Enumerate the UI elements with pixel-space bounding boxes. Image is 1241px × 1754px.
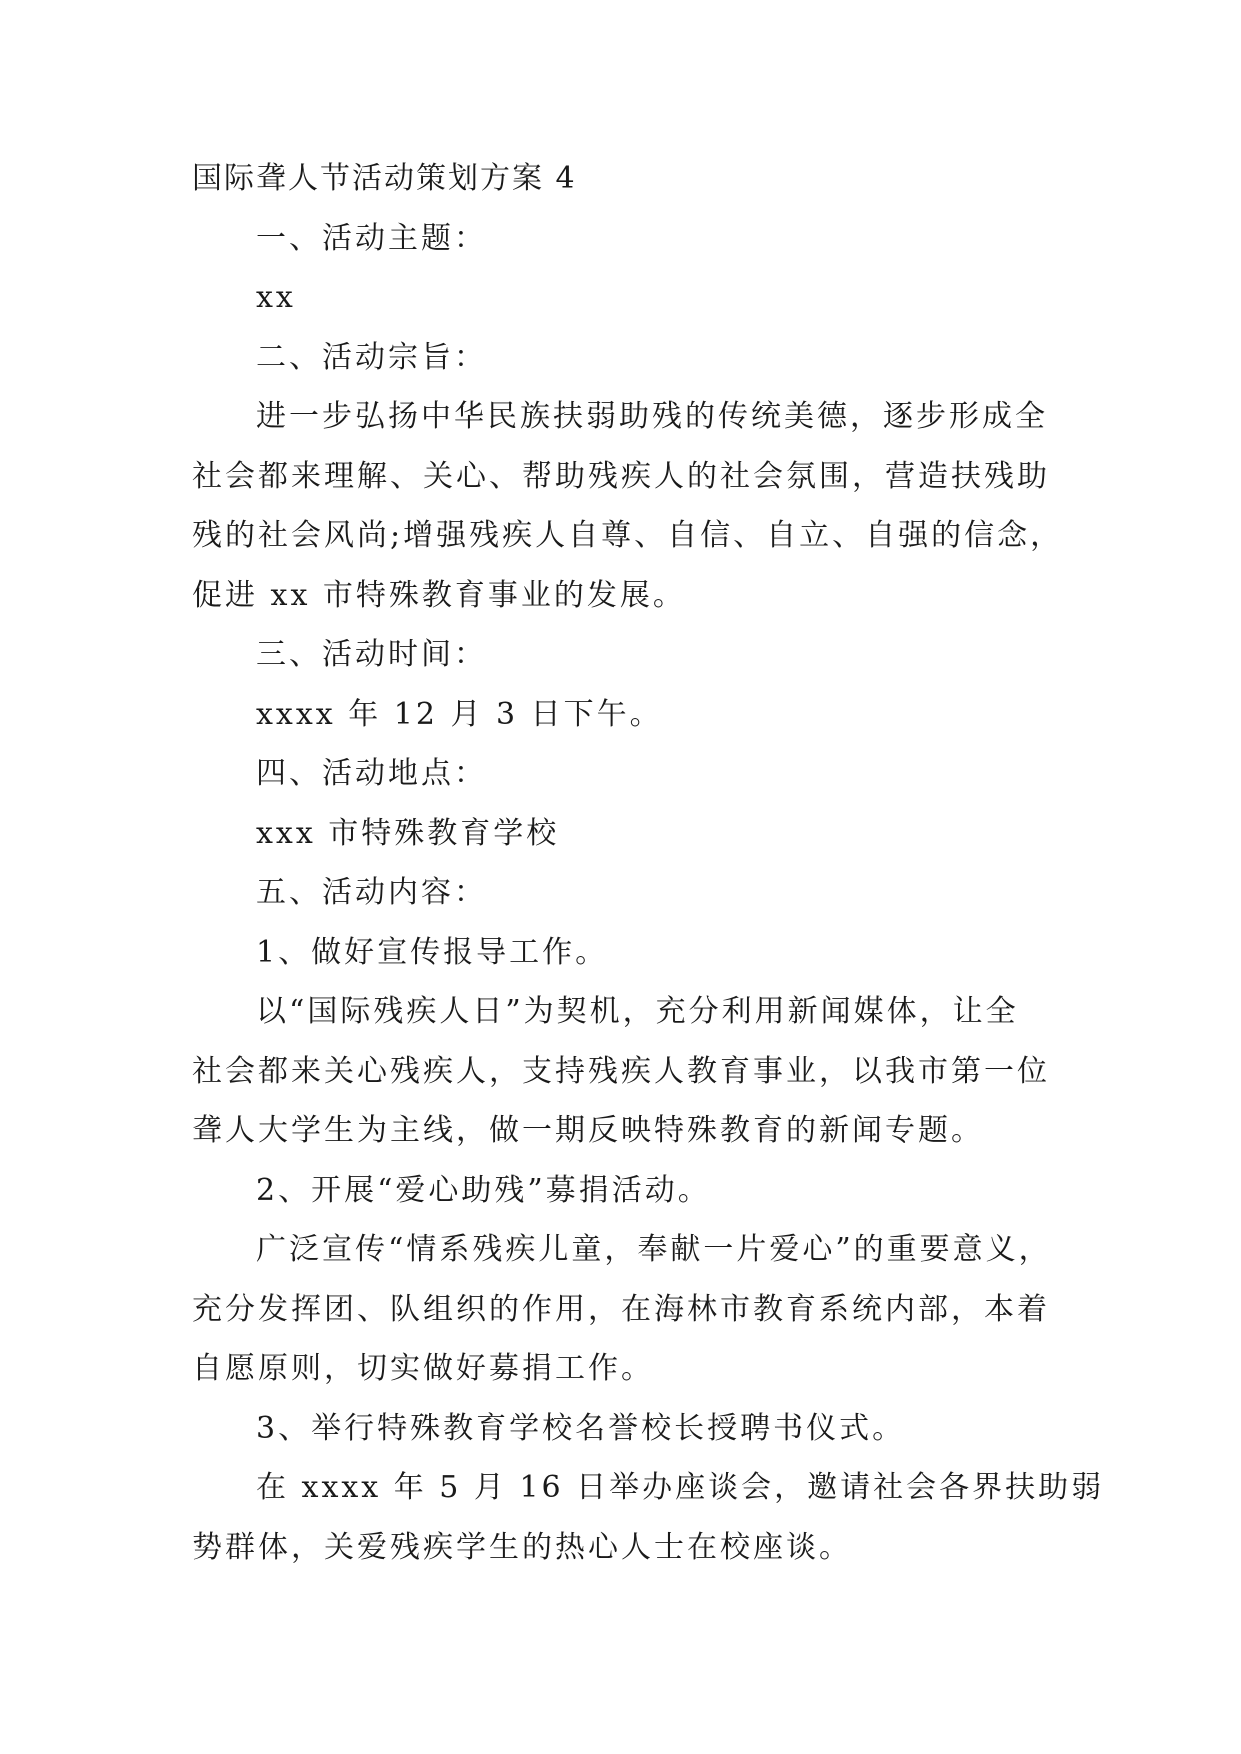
document-title: 国际聋人节活动策划方案 4 (192, 161, 577, 196)
heading-activity-theme: 一、活动主题： (256, 220, 487, 256)
paragraph-line: xx (256, 280, 296, 315)
paragraph-line: xxx 市特殊教育学校 (256, 815, 560, 851)
subheading-item: 3、举行特殊教育学校名誉校长授聘书仪式。 (256, 1410, 906, 1446)
paragraph-line: 社会都来理解、关心、帮助残疾人的社会氛围，营造扶残助 (192, 458, 1050, 494)
paragraph-line: 在 xxxx 年 5 月 16 日举办座谈会，邀请社会各界扶助弱 (256, 1470, 1105, 1505)
paragraph-line: 社会都来关心残疾人，支持残疾人教育事业，以我市第一位 (192, 1053, 1050, 1089)
paragraph-line: 以“国际残疾人日”为契机，充分利用新闻媒体，让全 (256, 994, 1019, 1029)
paragraph-line: 残的社会风尚;增强残疾人自尊、自信、自立、自强的信念， (192, 518, 1064, 553)
subheading-item: 2、开展“爱心助残”募捐活动。 (256, 1172, 711, 1208)
paragraph-line: xxxx 年 12 月 3 日下午。 (256, 696, 663, 732)
heading-activity-content: 五、活动内容： (256, 875, 487, 910)
paragraph-line: 自愿原则，切实做好募捐工作。 (192, 1351, 654, 1386)
paragraph-line: 广泛宣传“情系残疾儿童，奉献一片爱心”的重要意义， (256, 1232, 1052, 1267)
document-body (192, 160, 1105, 1588)
subheading-item: 1、做好宣传报导工作。 (256, 934, 609, 970)
paragraph-line: 进一步弘扬中华民族扶弱助残的传统美德，逐步形成全 (256, 399, 1048, 434)
paragraph-line: 促进 xx 市特殊教育事业的发展。 (192, 577, 686, 613)
paragraph-line: 聋人大学生为主线，做一期反映特殊教育的新闻专题。 (192, 1113, 984, 1148)
heading-activity-time: 三、活动时间： (256, 637, 487, 672)
heading-activity-location: 四、活动地点： (256, 756, 487, 791)
paragraph-line: 势群体，关爱残疾学生的热心人士在校座谈。 (192, 1529, 852, 1565)
heading-activity-purpose: 二、活动宗旨： (256, 339, 487, 375)
paragraph-line: 充分发挥团、队组织的作用，在海林市教育系统内部，本着 (192, 1291, 1050, 1327)
